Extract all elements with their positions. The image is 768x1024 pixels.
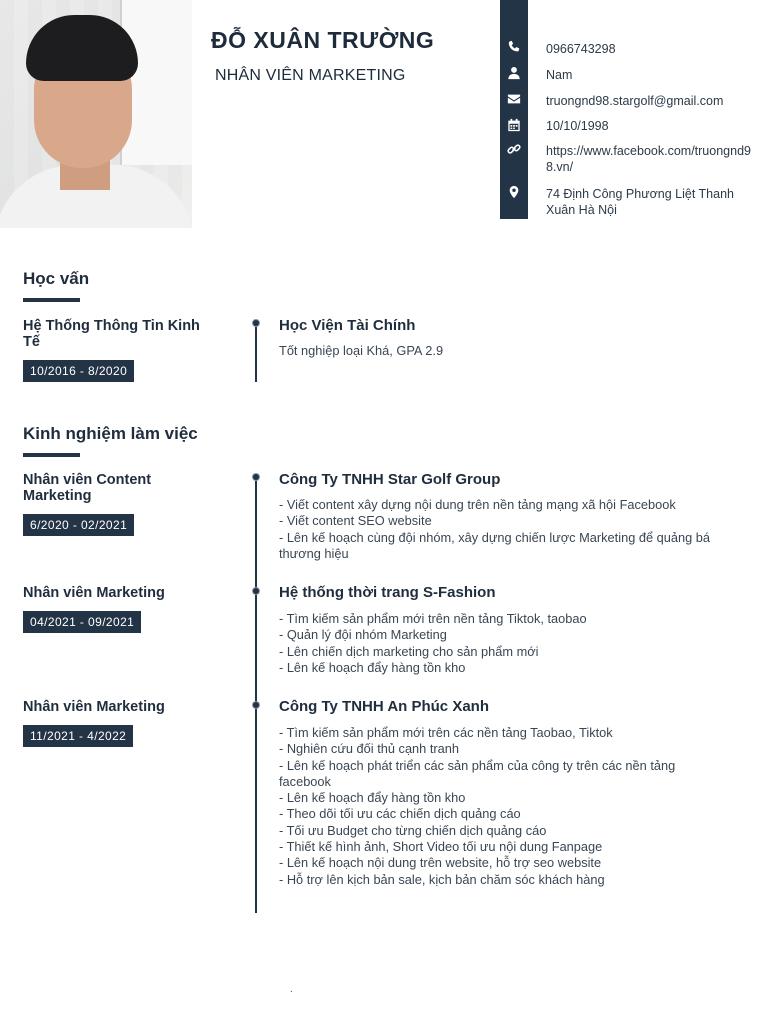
address-line-1: 74 Định Công Phương Liệt Thanh (546, 187, 734, 201)
job-3-line: - Nghiên cứu đối thủ cạnh tranh (279, 741, 460, 757)
footer-mark: . (290, 984, 293, 995)
contact-icon-bar (500, 0, 528, 219)
contact-gender: Nam (546, 68, 573, 82)
job-1-line: - Lên kế hoạch cùng đội nhóm, xây dựng chiến lược Marketing để quảng bá (279, 529, 711, 545)
education-date-badge: 10/2016 - 8/2020 (23, 360, 134, 382)
contact-email[interactable]: truongnd98.stargolf@gmail.com (546, 94, 724, 108)
website-line-2: 8.vn/ (546, 160, 574, 174)
experience-heading: Kinh nghiệm làm việc (23, 424, 198, 443)
job-1-role-line-1: Nhân viên Content (23, 472, 152, 488)
contact-address (546, 186, 768, 218)
address-line-2: Xuân Hà Nội (546, 203, 617, 217)
education-major-line-1: Hệ Thống Thông Tin Kinh (23, 318, 200, 334)
job-3-timeline-dot (252, 701, 260, 709)
experience-timeline-line (255, 475, 257, 913)
job-3-role (23, 699, 233, 715)
job-2-line: - Tìm kiếm sản phẩm mới trên nền tảng Tiktok, taobao (279, 611, 587, 626)
profile-photo (0, 0, 192, 228)
job-title: NHÂN VIÊN MARKETING (215, 67, 406, 84)
job-3-line: - Lên kế hoạch đẩy hàng tồn kho (279, 790, 466, 806)
link-icon (500, 140, 528, 158)
job-3-line: - Theo dõi tối ưu các chiến dịch quảng cáo (279, 806, 521, 822)
education-major-line-2: Tế (23, 334, 40, 350)
job-1-line: - Viết content SEO website (279, 513, 432, 529)
job-3-line: facebook (279, 773, 331, 789)
contact-dob: 10/10/1998 (546, 119, 609, 133)
job-3-line: - Lên kế hoạch nội dung trên website, hỗ trợ seo website (279, 855, 602, 871)
job-3-description (279, 725, 729, 888)
job-3-role-line-1: Nhân viên Marketing (23, 699, 165, 715)
job-3-line: - Tìm kiếm sản phẩm mới trên các nền tảng Taobao, Tiktok (279, 725, 613, 740)
location-icon (500, 183, 528, 201)
website-line-1: https://www.facebook.com/truongnd9 (546, 144, 751, 158)
job-1-company: Công Ty TNHH Star Golf Group (279, 471, 501, 488)
job-3-company: Công Ty TNHH An Phúc Xanh (279, 698, 489, 715)
user-icon (500, 64, 528, 82)
job-3-line: - Hỗ trợ lên kịch bản sale, kịch bản chăm sóc khách hàng (279, 871, 605, 887)
job-2-line: - Quản lý đội nhóm Marketing (279, 627, 447, 643)
job-2-line: - Lên chiến dịch marketing cho sản phẩm mới (279, 643, 539, 659)
education-school: Học Viện Tài Chính (279, 317, 416, 334)
job-3-date-badge: 11/2021 - 4/2022 (23, 725, 133, 747)
job-2-role (23, 585, 233, 601)
contact-phone[interactable]: 0966743298 (546, 42, 616, 56)
education-underline (23, 298, 80, 302)
job-3-line: - Tối ưu Budget cho từng chiến dịch quảng cáo (279, 822, 547, 838)
job-2-line: - Lên kế hoạch đẩy hàng tồn kho (279, 659, 466, 675)
job-1-role (23, 472, 233, 504)
job-1-date-badge: 6/2020 - 02/2021 (23, 514, 134, 536)
job-3-line: - Thiết kế hình ảnh, Short Video tối ưu nội dung Fanpage (279, 839, 603, 855)
calendar-icon (500, 116, 528, 134)
education-timeline-dot (252, 319, 260, 327)
education-heading: Học vấn (23, 269, 90, 288)
education-timeline-line (255, 320, 257, 382)
job-1-description (279, 497, 729, 562)
job-1-line: - Viết content xây dựng nội dung trên nền tảng mạng xã hội Facebook (279, 497, 676, 512)
candidate-name: ĐỖ XUÂN TRƯỜNG (211, 27, 435, 53)
experience-underline (23, 453, 80, 457)
job-2-role-line-1: Nhân viên Marketing (23, 585, 165, 601)
job-2-timeline-dot (252, 587, 260, 595)
job-2-date-badge: 04/2021 - 09/2021 (23, 611, 141, 633)
education-major (23, 318, 233, 350)
job-2-description (279, 611, 729, 676)
education-description: Tốt nghiệp loại Khá, GPA 2.9 (279, 343, 444, 358)
email-icon (500, 90, 528, 108)
job-1-role-line-2: Marketing (23, 488, 92, 504)
job-1-line: thương hiệu (279, 545, 349, 561)
job-2-company: Hệ thống thời trang S-Fashion (279, 584, 496, 601)
contact-website[interactable] (546, 143, 768, 175)
job-1-timeline-dot (252, 473, 260, 481)
phone-icon (500, 38, 528, 56)
job-3-line: - Lên kế hoạch phát triển các sản phẩm của công ty trên các nền tảng (279, 757, 676, 773)
